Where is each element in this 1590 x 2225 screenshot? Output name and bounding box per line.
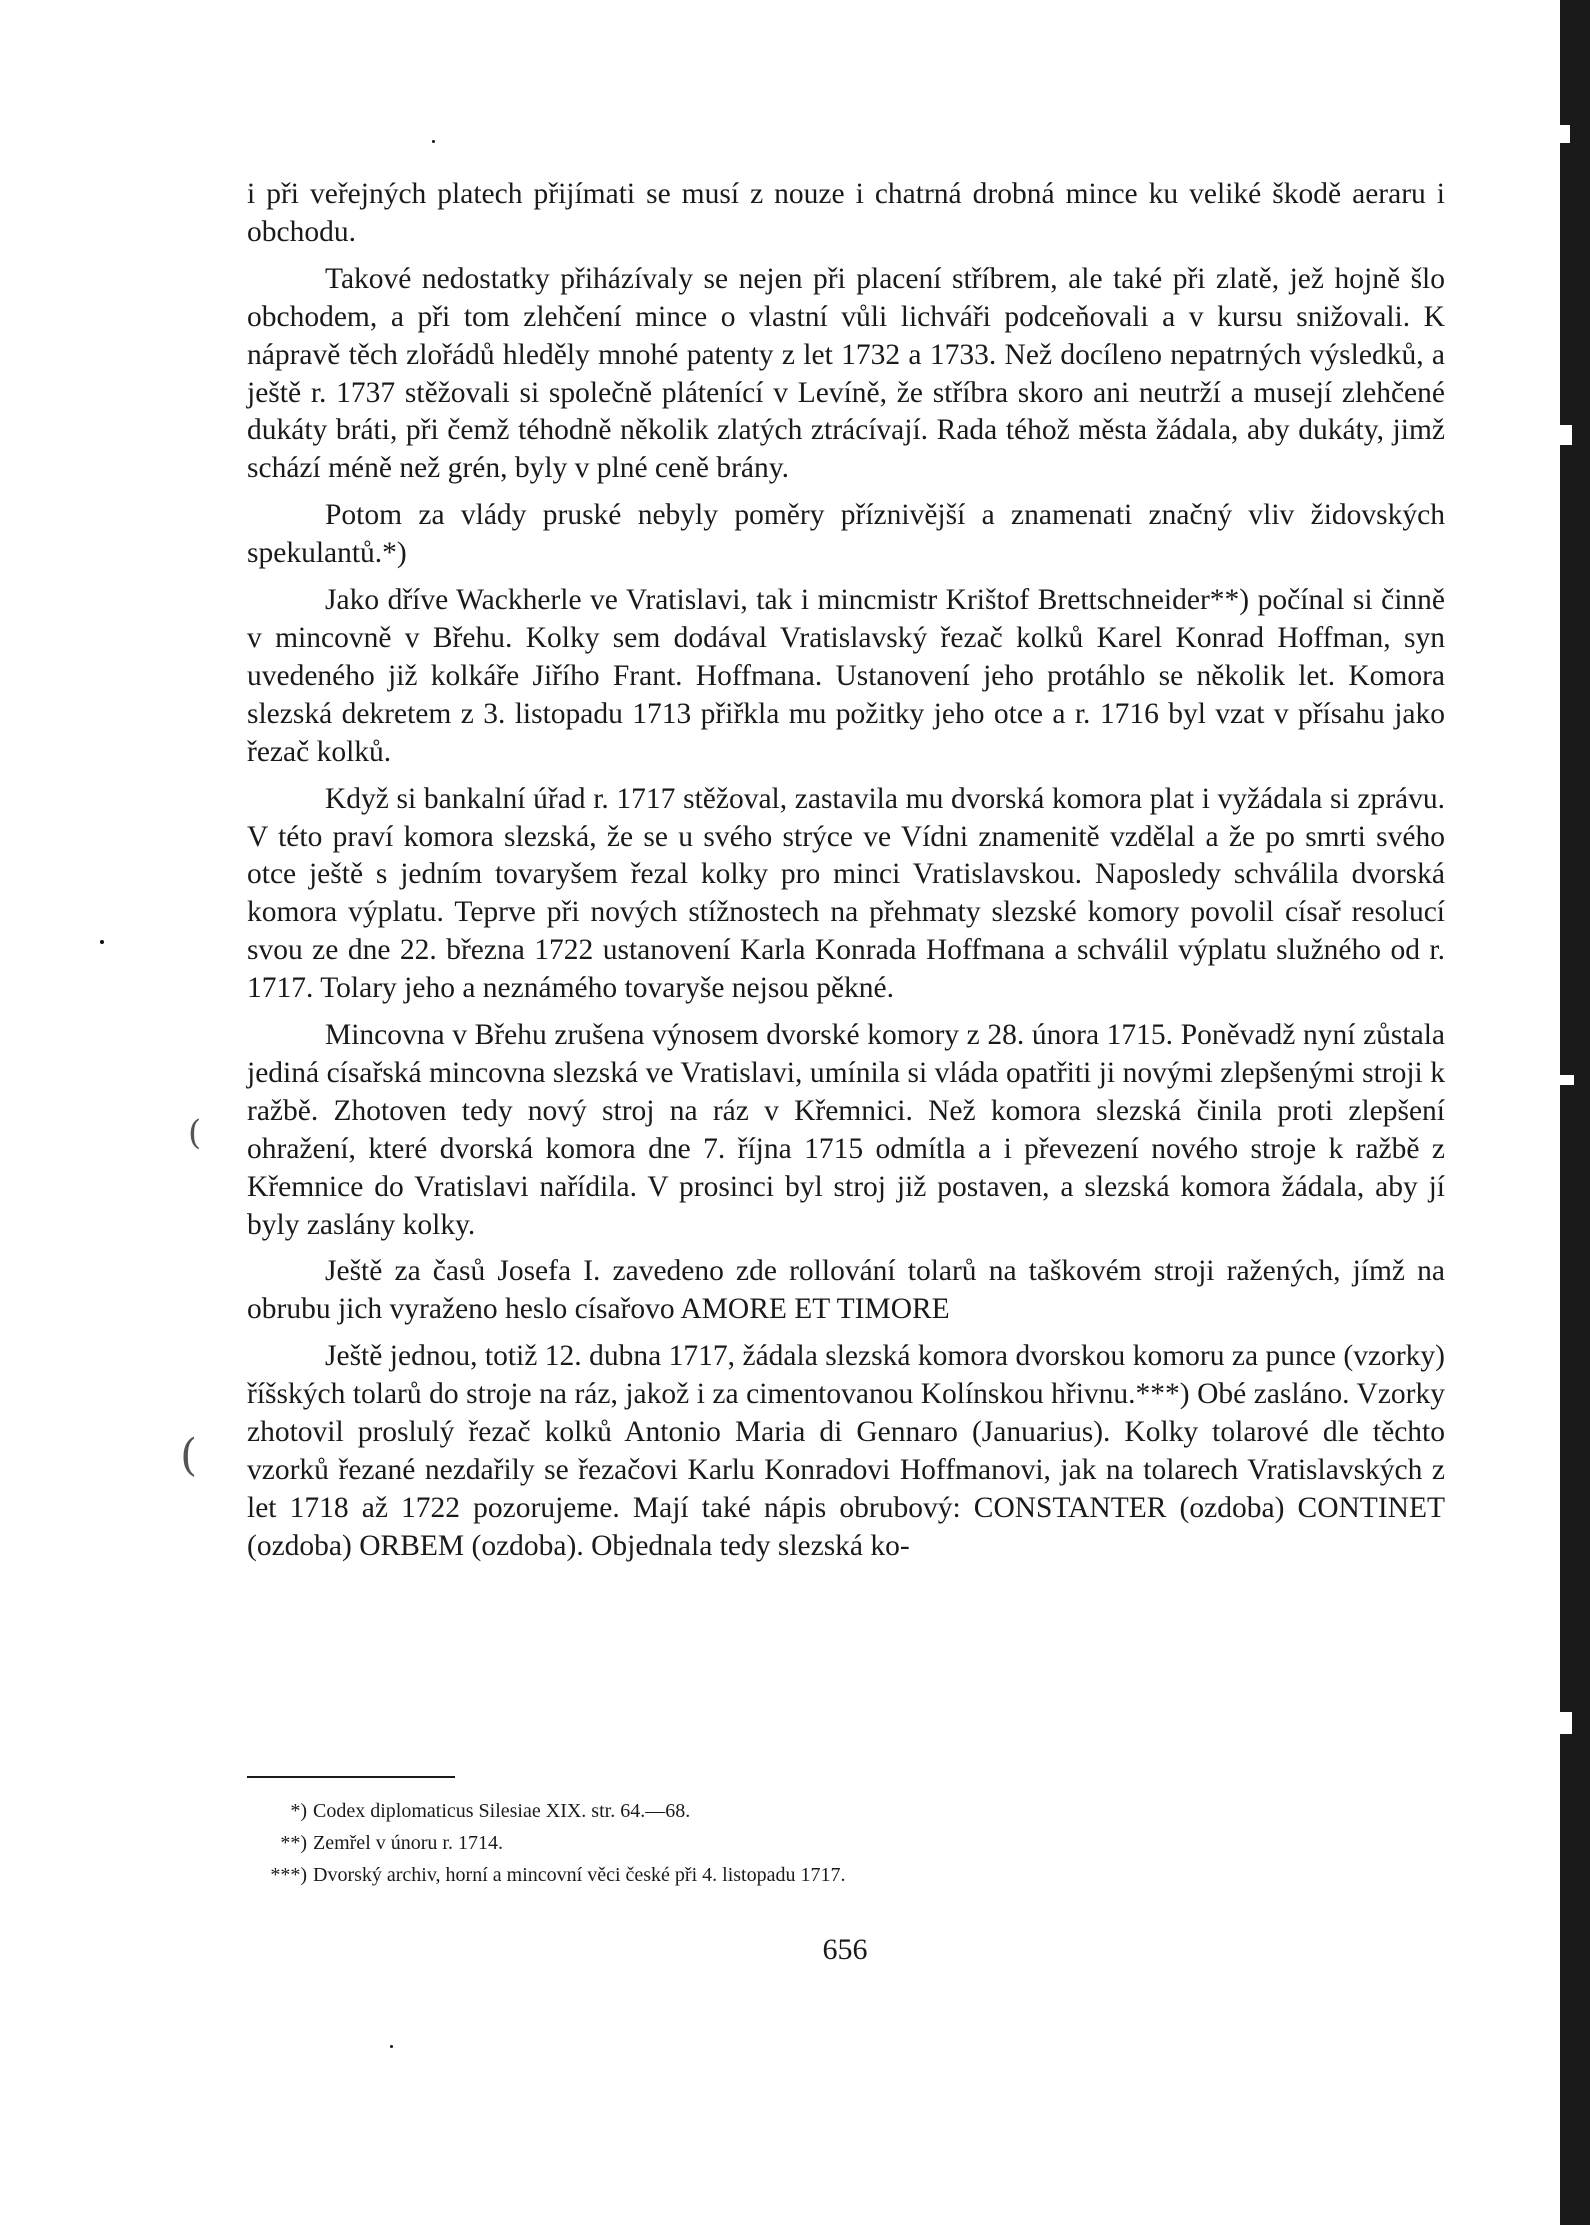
scan-dot (390, 2045, 393, 2048)
margin-pencil-mark: ( (188, 1113, 202, 1153)
footnote-mark: ***) (270, 1864, 307, 1886)
scan-edge-notch (1560, 1712, 1572, 1734)
paragraph-6: Mincovna v Břehu zrušena výnosem dvorské komory z 28. února 1715. Poněvadž nyní zůstala jediná císařská mincovna slezská ve Vratislavi, umínila si vláda opatřiti ji novými zlepšenými stroji k ražbě. Zhotoven tedy nový stroj na ráz v Křemnici. Než komora slezská činila proti zlepšení ohražení, které dvorská komora dne 7. října 1715 odmítla a i převezení nového stroje k ražbě z Křemnice do Vratislavi nařídila. V prosinci byl stroj již postaven, a slezská komora žádala, aby jí byly zaslány kolky. (247, 1019, 1445, 1241)
scan-dot (432, 140, 435, 143)
paragraph-3: Potom za vlády pruské nebyly poměry příznivější a znamenati značný vliv židovských spekulantů.*) (247, 499, 1445, 570)
paragraph-5: Když si bankalní úřad r. 1717 stěžoval, zastavila mu dvorská komora plat i vyžádala si zprávu. V této praví komora slezská, že se u svého strýce ve Vídni znamenitě vzdělal a že po smrti svého otce ještě s jedním tovaryšem řezal kolky pro minci Vratislavskou. Naposledy schválila dvorská komora výplatu. Teprve při nových stížnostech na přehmaty slezské komory povolil císař resolucí svou ze dne 22. března 1722 ustanovení Karla Konrada Hoffmana a schválil výplatu služného od r. 1717. Tolary jeho a neznámého tovaryše nejsou pěkné. (247, 782, 1445, 1005)
footnote (247, 1859, 1445, 1891)
footnote-text: Dvorský archiv, horní a mincovní věci české při 4. listopadu 1717. (313, 1864, 846, 1886)
paragraph-7: Ještě za časů Josefa I. zavedeno zde rollování tolarů na taškovém stroji ražených, jímž na obrubu jich vyraženo heslo císařovo AMORE ET TIMORE (247, 1255, 1445, 1326)
footnote (247, 1795, 1445, 1827)
footnote-mark: *) (290, 1800, 307, 1822)
body-text (247, 176, 1445, 1575)
margin-pencil-mark: ( (180, 1430, 198, 1481)
footnotes (247, 1795, 1445, 1891)
scan-border (1560, 0, 1590, 2225)
scan-dot (100, 940, 104, 944)
footnote-divider (247, 1776, 455, 1778)
paragraph-2: Takové nedostatky přiházívaly se nejen při placení stříbrem, ale také při zlatě, jež hojně šlo obchodem, a při tom zlehčení mince o vlastní vůli lichváři podceňovali a v kursu snižovali. K nápravě těch zlořádů hleděly mnohé patenty z let 1732 a 1733. Než docíleno nepatrných výsledků, a ještě r. 1737 stěžovali si společně plátenící v Levíně, že stříbra skoro ani neutrží a musejí zlehčené dukáty bráti, při čemž téhodně několik zlatých ztrácívají. Rada téhož města žádala, aby dukáty, jimž schází méně než grén, byly v plné ceně brány. (247, 262, 1445, 485)
paragraph-1: i při veřejných platech přijímati se musí z nouze i chatrná drobná mince ku veliké škodě aeraru i obchodu. (247, 178, 1445, 248)
paragraph-8: Ještě jednou, totiž 12. dubna 1717, žádala slezská komora dvorskou komoru za punce (vzorky) říšských tolarů do stroje na ráz, jakož i za cimentovanou Kolínskou hřivnu.***) Obé zasláno. Vzorky zhotovil proslulý řezač kolků Antonio Maria di Gennaro (Januarius). Kolky tolarové dle těchto vzorků řezané nezdařily se řezačovi Karlu Konradovi Hoffmanovi, jak na tolarech Vratislavských z let 1718 až 1722 pozorujeme. Mají také nápis obrubový: CONSTANTER (ozdoba) CONTINET (ozdoba) ORBEM (ozdoba). Objednala tedy slezská ko- (247, 1340, 1445, 1562)
paragraph-4: Jako dříve Wackherle ve Vratislavi, tak i mincmistr Krištof Brettschneider**) počínal si činně v mincovně v Břehu. Kolky sem dodával Vratislavský řezač kolků Karel Konrad Hoffman, syn uvedeného již kolkáře Jiřího Frant. Hoffmana. Ustanovení jeho protáhlo se několik let. Komora slezská dekretem z 3. listopadu 1713 přiřkla mu požitky jeho otce a r. 1716 byl vzat v přísahu jako řezač kolků. (247, 584, 1445, 768)
page-number: 656 (822, 1933, 868, 1966)
scan-edge-notch (1560, 1075, 1574, 1085)
footnote (247, 1827, 1445, 1859)
scan-edge-notch (1560, 125, 1570, 143)
scan-edge-notch (1560, 425, 1572, 445)
footnote-mark: **) (280, 1832, 307, 1854)
footnote-text: Zemřel v únoru r. 1714. (313, 1832, 503, 1854)
footnote-text: Codex diplomaticus Silesiae XIX. str. 64.—68. (313, 1800, 691, 1822)
